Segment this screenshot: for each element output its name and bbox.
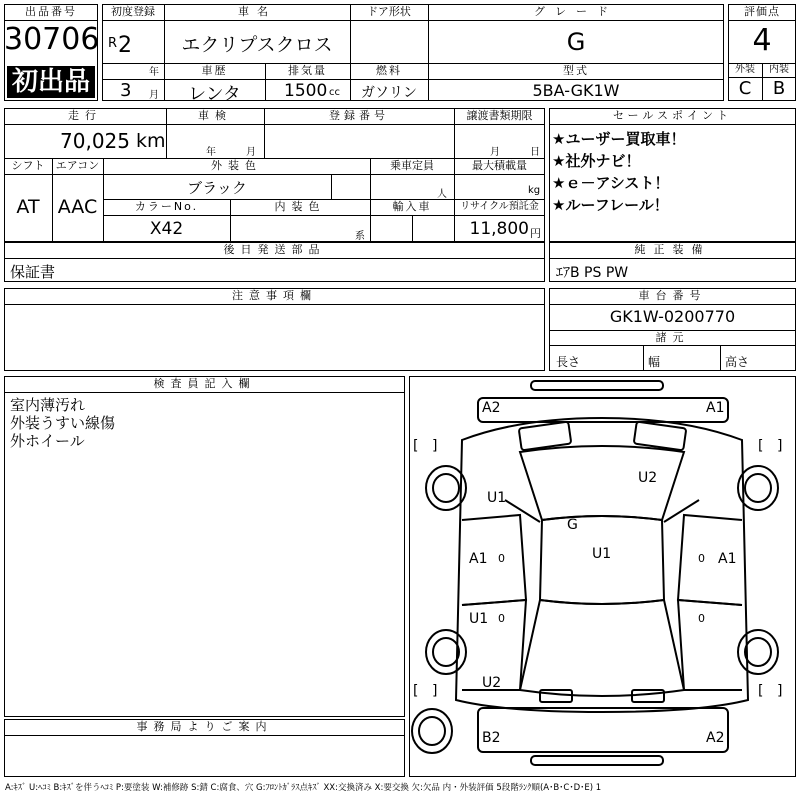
chassis-number: GK1W-0200770 xyxy=(609,307,736,326)
first-listing-text: 初出品 xyxy=(11,67,90,97)
history: レンタ xyxy=(188,84,241,105)
office-label: 事務局よりご案内 xyxy=(136,720,273,733)
mileage-label: 走行 xyxy=(68,109,102,122)
lot-number-label: 出品番号 xyxy=(25,5,77,18)
diagram-label: U2 xyxy=(638,470,658,486)
fuel-label: 燃料 xyxy=(376,64,402,77)
diagram-label: A2 xyxy=(482,400,501,416)
handle-mark: 0 xyxy=(498,612,505,625)
displacement-label: 排気量 xyxy=(288,64,327,77)
bracket-mark: ] xyxy=(777,438,783,454)
later-parts-label: 後日発送部品 xyxy=(223,243,326,256)
interior-label: 内装 xyxy=(769,64,789,75)
ext-color: ブラック xyxy=(187,179,247,197)
diagram-label: U2 xyxy=(482,675,502,691)
ext-color-label: 外装色 xyxy=(211,159,262,172)
bracket-mark: ] xyxy=(432,438,438,454)
dims-label: 諸元 xyxy=(655,331,690,344)
exterior-label: 外装 xyxy=(735,64,755,75)
insp-month-unit: 月 xyxy=(246,147,256,158)
color-no: X42 xyxy=(149,219,184,239)
capacity-unit: 人 xyxy=(437,189,447,200)
bracket-mark: [ xyxy=(413,438,419,454)
shift-label: シフト xyxy=(11,159,45,172)
ac: AAC xyxy=(57,196,98,218)
chassis-label: 車台番号 xyxy=(638,289,707,302)
diagram-label: A1 xyxy=(469,551,488,567)
diagram-label: U1 xyxy=(487,490,507,506)
inspector-note: 室内薄汚れ xyxy=(10,396,86,414)
handle-mark: 0 xyxy=(698,552,705,565)
score: 4 xyxy=(752,23,772,58)
capacity-label: 乗車定員 xyxy=(390,159,434,172)
int-color-label: 内装色 xyxy=(274,200,326,213)
interior-grade: B xyxy=(772,78,786,99)
recycle: 11,800 xyxy=(469,219,529,239)
month: 3 xyxy=(120,80,132,101)
inspector-label: 検査員記入欄 xyxy=(153,377,256,390)
load-label: 最大積載量 xyxy=(472,159,527,172)
diagram-label: G xyxy=(567,517,578,533)
height-label: 高さ xyxy=(725,355,750,369)
bracket-mark: [ xyxy=(758,683,764,699)
model-label: 型式 xyxy=(563,64,589,77)
transfer-day-unit: 日 xyxy=(530,147,540,158)
recycle-unit: 円 xyxy=(530,227,541,240)
car-name-label: 車名 xyxy=(238,5,276,18)
year-unit: 年 xyxy=(149,67,159,78)
inspector-note: 外ホイール xyxy=(10,432,85,450)
inspection-label: 車検 xyxy=(198,109,232,122)
bracket-mark: [ xyxy=(758,438,764,454)
grade-label: グレード xyxy=(534,5,618,18)
bracket-mark: ] xyxy=(432,683,438,699)
diagram-label: B2 xyxy=(482,730,501,746)
era: R xyxy=(108,36,118,51)
diagram-label: A1 xyxy=(706,400,725,416)
diagram-label: A1 xyxy=(718,551,737,567)
displacement: 1500 xyxy=(284,81,328,101)
reg-number-label: 登録番号 xyxy=(329,109,389,122)
grade: G xyxy=(566,28,586,56)
shift: AT xyxy=(16,196,40,218)
exterior-grade: C xyxy=(738,78,752,99)
import-label: 輸入車 xyxy=(392,200,432,213)
genuine-equipment-value: ｴｱB PS PW xyxy=(556,265,629,281)
load-unit: kg xyxy=(528,185,541,196)
mileage: 70,025 xyxy=(60,129,130,153)
sales-points-label: セールスポイント xyxy=(612,109,732,122)
model: 5BA-GK1W xyxy=(532,81,620,100)
score-label: 評価点 xyxy=(744,5,780,18)
mileage-unit: km xyxy=(136,130,166,152)
color-no-label: カラーNo. xyxy=(134,200,199,213)
transfer-month-unit: 月 xyxy=(490,147,500,158)
sales-point-item: ★ユーザー買取車！ xyxy=(552,130,686,148)
door-label: ドア形状 xyxy=(367,5,411,18)
car-name: エクリプスクロス xyxy=(181,34,333,56)
displacement-unit: cc xyxy=(329,87,340,98)
length-label: 長さ xyxy=(556,355,581,369)
sales-point-item: ★ルーフレール！ xyxy=(552,196,669,214)
ac-label: エアコン xyxy=(55,159,100,172)
history-label: 車歴 xyxy=(201,64,228,77)
bracket-mark: [ xyxy=(413,683,419,699)
car-diagram xyxy=(409,376,796,777)
later-parts-value: 保証書 xyxy=(10,263,56,281)
insp-year-unit: 年 xyxy=(206,147,216,158)
handle-mark: 0 xyxy=(698,612,705,625)
width-label: 幅 xyxy=(648,355,661,369)
transfer-label: 譲渡書類期限 xyxy=(466,109,533,122)
inspector-note: 外装うすい線傷 xyxy=(10,414,116,432)
bracket-mark: ] xyxy=(777,683,783,699)
first-reg-label: 初度登録 xyxy=(111,5,155,18)
month-unit: 月 xyxy=(149,90,159,101)
caution-label: 注意事項欄 xyxy=(232,289,317,302)
recycle-label: リサイクル預託金 xyxy=(460,201,539,212)
handle-mark: 0 xyxy=(498,552,505,565)
int-color-unit: 系 xyxy=(355,231,365,242)
year: 2 xyxy=(118,33,132,58)
first-listing-badge xyxy=(7,66,95,98)
diagram-label: U1 xyxy=(592,546,612,562)
sales-point-item: ★ｅ－アシスト！ xyxy=(552,174,670,192)
sales-point-item: ★社外ナビ！ xyxy=(552,152,641,170)
footer-legend: A:ｷｽﾞ U:ﾍｺﾐ B:ｷｽﾞを伴うﾍｺﾐ P:要塗装 W:補修跡 S:錆 C:腐食、穴 G:ﾌﾛﾝﾄｶﾞﾗｽ点ｷｽﾞ XX:交換済み X:要交換 欠:欠品 内・外装評価 5段階ﾗﾝｸ順(A･B･C･D･E) 1 xyxy=(5,783,602,793)
diagram-label: A2 xyxy=(706,730,725,746)
diagram-label: U1 xyxy=(469,611,489,627)
fuel: ガソリン xyxy=(361,85,417,101)
genuine-equipment-label: 純正装備 xyxy=(634,243,711,256)
lot-number: 30706 xyxy=(4,22,100,57)
